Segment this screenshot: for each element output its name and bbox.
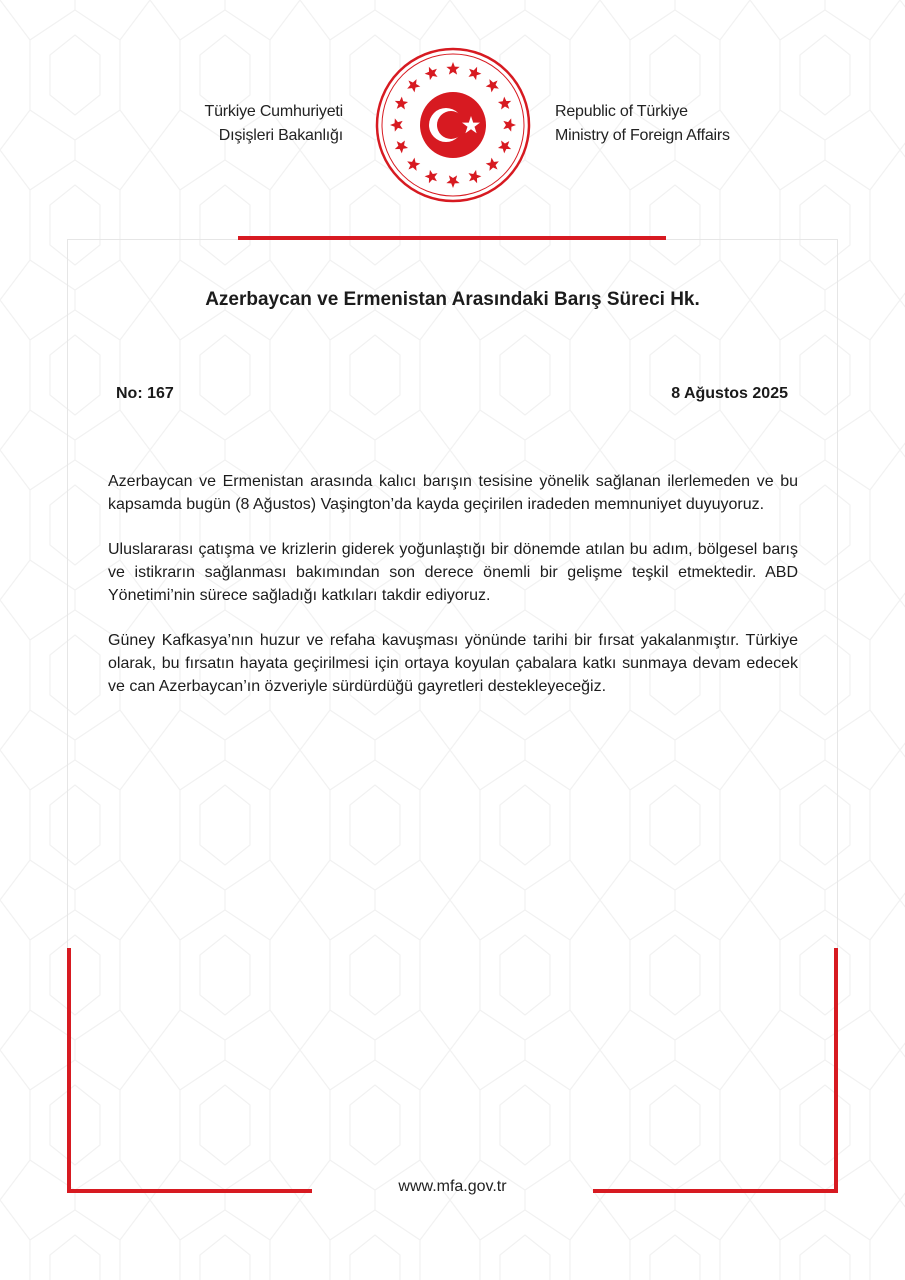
frame-left-accent: [67, 948, 71, 1193]
frame-right-line: [837, 239, 838, 949]
ministry-name-turkish-line2: Dışişleri Bakanlığı: [218, 127, 343, 144]
ministry-name-english-line1: Republic of Türkiye: [555, 103, 688, 120]
ministry-name-english-line2: Ministry of Foreign Affairs: [555, 127, 730, 144]
frame-top-accent: [238, 236, 666, 240]
frame-left-line: [67, 239, 68, 949]
statement-number: No: 167: [116, 385, 174, 402]
ministry-emblem-icon: [375, 47, 531, 203]
frame-right-accent: [834, 948, 838, 1193]
ministry-name-turkish: [205, 100, 343, 148]
paragraph: Azerbaycan ve Ermenistan arasında kalıcı barışın tesisine yönelik sağlanan ilerlemeden ve bu kapsamda bugün (8 Ağustos) Vaşington’da kayda geçirilen iradeden memnuniyet duyuyoruz.: [108, 473, 798, 513]
ministry-name-turkish-line1: Türkiye Cumhuriyeti: [204, 103, 343, 120]
website-link[interactable]: www.mfa.gov.tr: [398, 1178, 507, 1195]
paragraph: Güney Kafkasya’nın huzur ve refaha kavuşması yönünde tarihi bir fırsat yakalanmıştır. Türkiye olarak, bu fırsatın hayata geçirilmesi için ortaya koyulan çabalara katkı sunmaya devam edecek ve can Azerbaycan’ın özveriyle sürdürdüğü gayretleri destekleyeceğiz.: [108, 632, 798, 695]
statement-body: [108, 470, 798, 720]
paragraph: Uluslararası çatışma ve krizlerin giderek yoğunlaştığı bir dönemde atılan bu adım, bölgesel barış ve istikrarın sağlanması bakımından son derece önemli bir gelişme teşkil etmektedir. ABD Yönetimi’nin sürece sağladığı katkıları takdir ediyoruz.: [108, 541, 798, 604]
statement-date: 8 Ağustos 2025: [671, 385, 788, 402]
ministry-name-english: [555, 100, 730, 148]
document-title: Azerbaycan ve Ermenistan Arasındaki Barış Süreci Hk.: [205, 289, 700, 310]
